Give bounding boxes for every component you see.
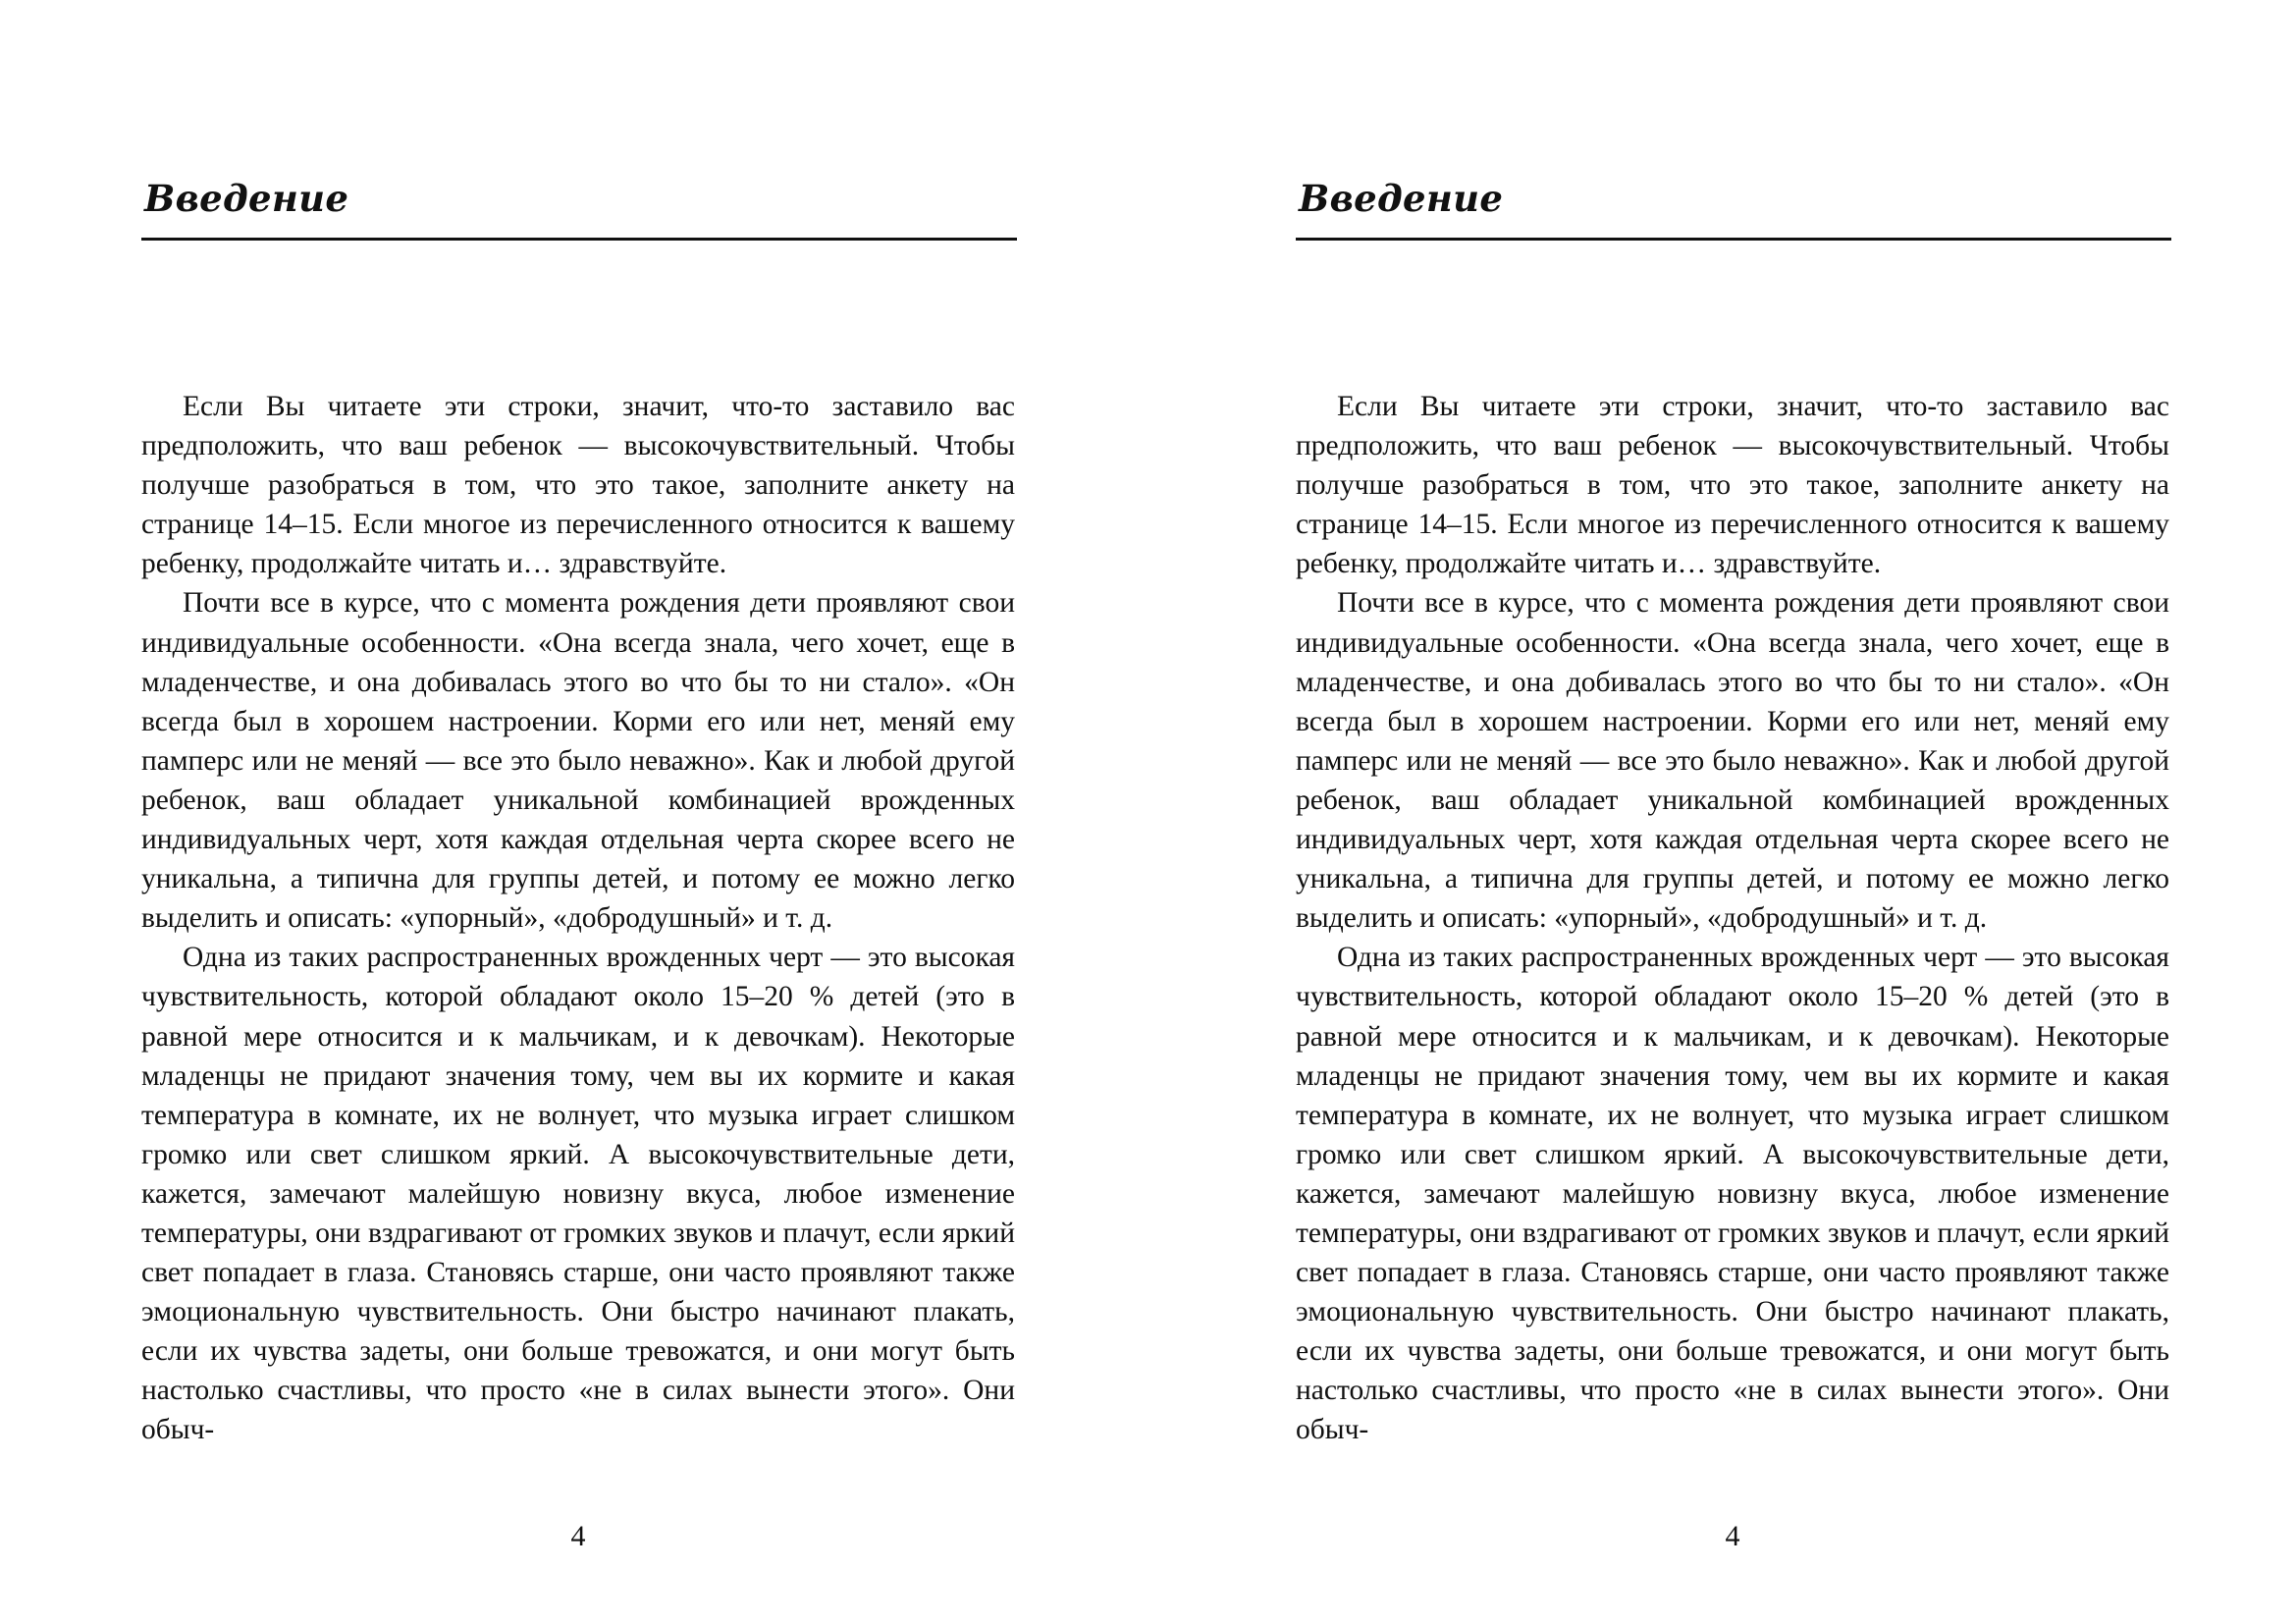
left-page — [141, 0, 1025, 1624]
paragraph: Если Вы читаете эти строки, значит, что-то заставило вас предположить, что ваш ребенок — высокочувствительный. Чтобы получше разобраться в том, что это такое, заполните анкету на странице 14–15. Если многое из перечисленного относится к вашему ребенку, продолжайте читать и… здравствуйте. — [1296, 391, 2169, 580]
right-page — [1296, 0, 2179, 1624]
paragraph: Одна из таких распространенных врожденных черт — это высокая чувствительность, которой обладают около 15–20 % детей (это в равной мере относится и к мальчикам, и к девочкам). Некоторые младенцы не придают значения тому, чем вы их кормите и какая температура в комнате, их не волнует, что музыка играет слишком громко или свет слишком яркий. А высокочувствительные дети, кажется, замечают малейшую новизну вкуса, любое изменение температуры, они вздрагивают от громких звуков и плачут, если яркий свет попадает в глаза. Становясь старше, они часто проявляют также эмоциональную чувствительность. Они быстро начинают плакать, если их чувства задеты, они больше тревожатся, и они могут быть настолько счастливы, что просто «не в силах вынести этого». Они обыч- — [141, 942, 1015, 1446]
page-number: 4 — [1725, 1520, 1740, 1552]
page-number: 4 — [570, 1520, 586, 1552]
running-head — [1296, 175, 2171, 241]
paragraph: Почти все в курсе, что с момента рождения дети проявляют свои индивидуальные особенности. «Она всегда знала, чего хочет, еще в младенчестве, и она добивалась этого во что бы то ни стало». «Он всегда был в хорошем настроении. Корми его или нет, меняй ему памперс или не меняй — все это было неважно». Как и любой другой ребенок, ваш обладает уникальной комбинацией врожденных индивидуальных черт, хотя каждая отдельная черта скорее всего не уникальна, а типична для группы детей, и потому ее можно легко выделить и описать: «упорный», «добродушный» и т. д. — [141, 587, 1015, 935]
paragraph: Почти все в курсе, что с момента рождения дети проявляют свои индивидуальные особенности. «Она всегда знала, чего хочет, еще в младенчестве, и она добивалась этого во что бы то ни стало». «Он всегда был в хорошем настроении. Корми его или нет, меняй ему памперс или не меняй — все это было неважно». Как и любой другой ребенок, ваш обладает уникальной комбинацией врожденных индивидуальных черт, хотя каждая отдельная черта скорее всего не уникальна, а типична для группы детей, и потому ее можно легко выделить и описать: «упорный», «добродушный» и т. д. — [1296, 587, 2169, 935]
paragraph: Если Вы читаете эти строки, значит, что-то заставило вас предположить, что ваш ребенок — высокочувствительный. Чтобы получше разобраться в том, что это такое, заполните анкету на странице 14–15. Если многое из перечисленного относится к вашему ребенку, продолжайте читать и… здравствуйте. — [141, 391, 1015, 580]
body-text — [1296, 387, 2169, 1450]
chapter-title: Введение — [1299, 177, 1504, 220]
chapter-title: Введение — [144, 177, 349, 220]
running-head — [141, 175, 1017, 241]
paragraph: Одна из таких распространенных врожденных черт — это высокая чувствительность, которой обладают около 15–20 % детей (это в равной мере относится и к мальчикам, и к девочкам). Некоторые младенцы не придают значения тому, чем вы их кормите и какая температура в комнате, их не волнует, что музыка играет слишком громко или свет слишком яркий. А высокочувствительные дети, кажется, замечают малейшую новизну вкуса, любое изменение температуры, они вздрагивают от громких звуков и плачут, если яркий свет попадает в глаза. Становясь старше, они часто проявляют также эмоциональную чувствительность. Они быстро начинают плакать, если их чувства задеты, они больше тревожатся, и они могут быть настолько счастливы, что просто «не в силах вынести этого». Они обыч- — [1296, 942, 2169, 1446]
body-text — [141, 387, 1015, 1450]
